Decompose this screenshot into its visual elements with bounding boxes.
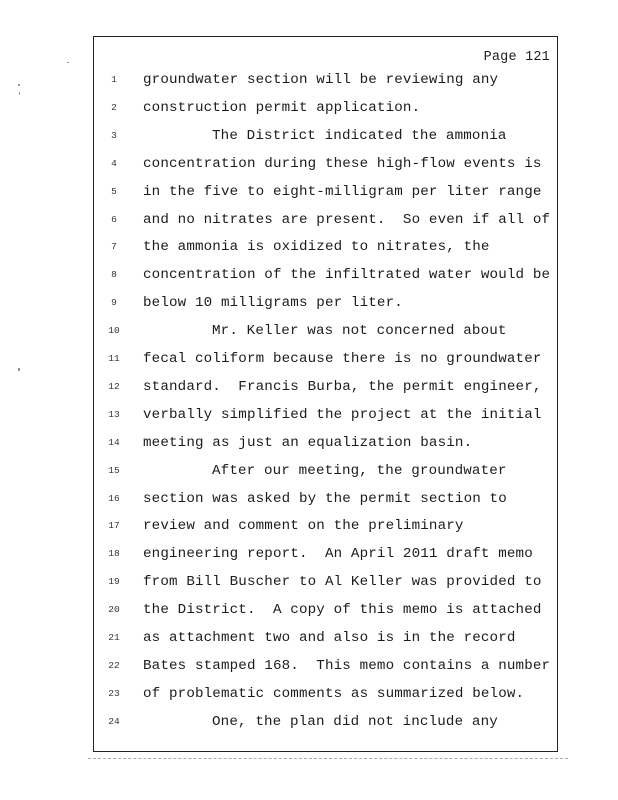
line-number: 12 — [108, 380, 120, 392]
line-text: meeting as just an equalization basin. — [143, 434, 473, 451]
line-number: 16 — [108, 492, 120, 504]
transcript-line — [0, 602, 618, 622]
line-number: 2 — [111, 101, 117, 113]
line-number: 18 — [108, 548, 120, 560]
line-text: verbally simplified the project at the initial — [143, 406, 542, 423]
transcript-line — [0, 323, 618, 343]
transcript-line — [0, 463, 618, 483]
transcript-line — [0, 156, 618, 176]
line-text: standard. Francis Burba, the permit engineer, — [143, 378, 542, 395]
transcript-line — [0, 351, 618, 371]
scan-speck — [18, 84, 20, 86]
line-text: below 10 milligrams per liter. — [143, 295, 403, 312]
scan-speck — [18, 368, 20, 371]
line-number: 17 — [108, 520, 120, 532]
line-text: Mr. Keller was not concerned about — [212, 323, 507, 340]
transcript-line — [0, 658, 618, 678]
line-text: concentration during these high-flow events is — [143, 155, 542, 172]
transcript-line — [0, 714, 618, 734]
line-number: 20 — [108, 604, 120, 616]
line-number: 3 — [111, 129, 117, 141]
line-text: construction permit application. — [143, 99, 421, 116]
line-text: from Bill Buscher to Al Keller was provided to — [143, 574, 542, 591]
line-number: 21 — [108, 632, 120, 643]
line-number: 5 — [111, 185, 117, 197]
line-number: 11 — [108, 353, 120, 364]
transcript-line — [0, 491, 618, 511]
transcript-line — [0, 630, 618, 650]
transcript-line — [0, 686, 618, 706]
transcript-line — [0, 128, 618, 148]
transcript-line — [0, 267, 618, 287]
transcript-line — [0, 212, 618, 232]
line-number: 23 — [108, 687, 120, 699]
transcript-line — [0, 435, 618, 455]
line-text: the ammonia is oxidized to nitrates, the — [143, 239, 490, 256]
line-number: 24 — [108, 715, 120, 727]
line-text: the District. A copy of this memo is attached — [143, 602, 542, 619]
line-text: review and comment on the preliminary — [143, 518, 464, 535]
line-text: One, the plan did not include any — [212, 713, 498, 730]
line-number: 10 — [108, 325, 120, 337]
line-text: section was asked by the permit section to — [143, 490, 507, 507]
transcript-line — [0, 546, 618, 566]
line-text: groundwater section will be reviewing any — [143, 72, 499, 88]
line-number: 14 — [108, 436, 120, 448]
bottom-scan-rule — [88, 758, 568, 759]
line-number: 7 — [111, 241, 117, 253]
line-text: engineering report. An April 2011 draft memo — [143, 546, 533, 563]
line-number: 8 — [111, 269, 117, 281]
line-text: as attachment two and also is in the record — [143, 630, 516, 646]
line-text: and no nitrates are present. So even if all of — [143, 211, 551, 228]
line-number: 6 — [111, 213, 117, 225]
transcript-line — [0, 72, 618, 92]
line-number: 22 — [108, 659, 120, 671]
line-number: 1 — [111, 74, 117, 85]
line-number: 19 — [108, 576, 120, 588]
transcript-line — [0, 574, 618, 594]
line-text: After our meeting, the groundwater — [212, 462, 507, 479]
transcript-line — [0, 100, 618, 120]
line-text: fecal coliform because there is no groundwater — [143, 351, 542, 367]
line-text: Bates stamped 168. This memo contains a number — [143, 657, 551, 674]
transcript-line — [0, 407, 618, 427]
transcript-line — [0, 184, 618, 204]
scan-speck — [19, 92, 20, 95]
line-text: concentration of the infiltrated water would be — [143, 267, 551, 284]
transcript-line — [0, 239, 618, 259]
line-text: of problematic comments as summarized below. — [143, 685, 525, 702]
line-number: 13 — [108, 408, 120, 420]
line-text: The District indicated the ammonia — [212, 127, 507, 144]
line-text: in the five to eight-milligram per liter range — [143, 183, 542, 200]
scan-speck — [67, 62, 69, 63]
line-number: 15 — [108, 464, 120, 476]
transcript-line — [0, 295, 618, 315]
transcript-line — [0, 379, 618, 399]
line-number: 4 — [111, 157, 117, 169]
transcript-line — [0, 518, 618, 538]
page-number: Page 121 — [483, 50, 550, 65]
line-number: 9 — [111, 297, 117, 309]
